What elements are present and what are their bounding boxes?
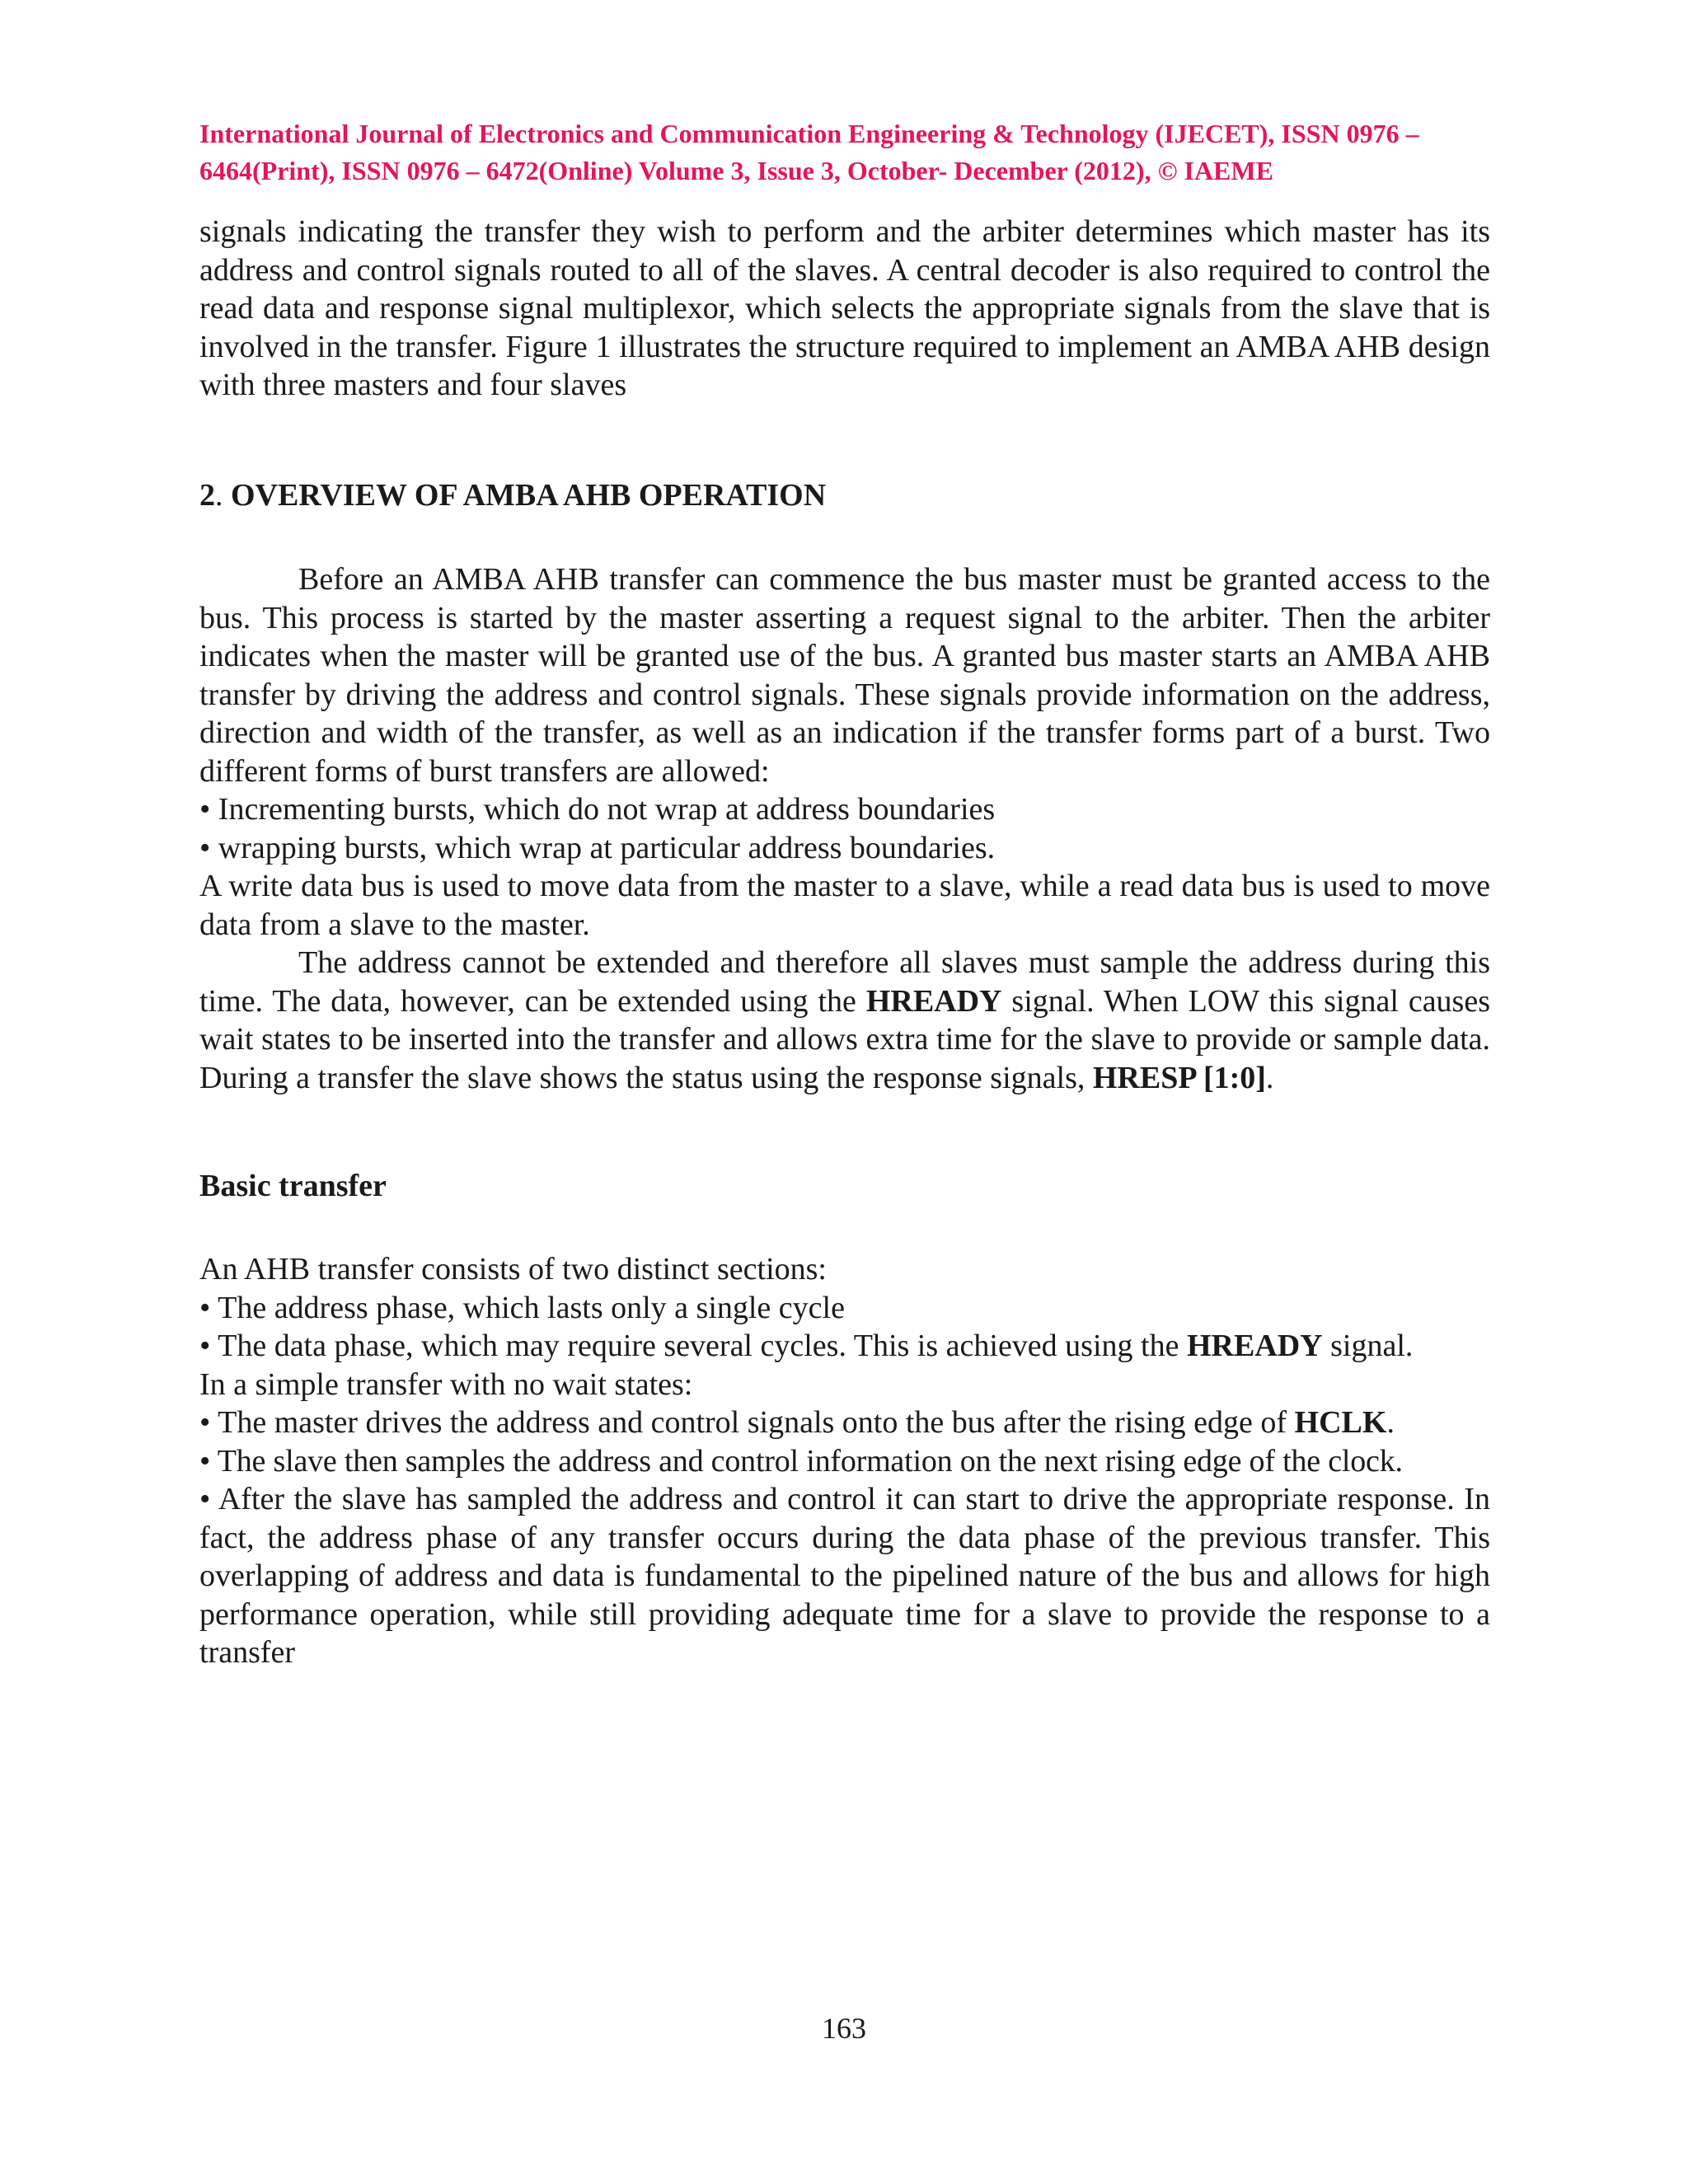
data-phase-bullet <box>199 1327 1490 1366</box>
section-2-paragraph-3 <box>199 944 1490 1097</box>
data-phase-end: signal. <box>1322 1329 1414 1363</box>
section-2-paragraph-2: A write data bus is used to move data from the master to a slave, while a read data bus is used to move data from a slave to the master. <box>199 869 1490 942</box>
section-2-title: OVERVIEW OF AMBA AHB OPERATION <box>231 478 827 513</box>
journal-header <box>199 115 1493 190</box>
page-number: 163 <box>822 2012 866 2045</box>
slave-response-bullet: • After the slave has sampled the address and control it can start to drive the appropriate response. In fact, the address phase of any transfer occurs during the data phase of the previous transfer. This overlapping of address and data is fundamental to the pipelined nature of the bus and allows for high performance operation, while still providing adequate time for a slave to provide the response to a transfer <box>199 1482 1490 1670</box>
para-3-end: . <box>1265 1060 1274 1095</box>
burst-bullet-wrapping: • wrapping bursts, which wrap at particular address boundaries. <box>199 830 996 865</box>
hready-signal-name: HREADY <box>1186 1329 1323 1363</box>
basic-transfer-body <box>199 1250 1490 1672</box>
hready-signal-name: HREADY <box>865 983 1002 1019</box>
section-2-body <box>199 560 1490 1097</box>
slave-samples-bullet: • The slave then samples the address and control information on the next rising edge of the clock. <box>199 1443 1403 1479</box>
para-3-text-a: The address cannot be extended and therefore all slaves must sample the address during this time. The data, however, can be extended using the <box>199 945 1490 1019</box>
intro-paragraph: signals indicating the transfer they wish to perform and the arbiter determines which master has its address and control signals routed to all of the slaves. A central decoder is also required to control the read data and response signal multiplexor, which selects the appropriate signals from the slave that is involved in the transfer. Figure 1 illustrates the structure required to implement an AMBA AHB design with three masters and four slaves <box>199 214 1490 402</box>
basic-transfer-intro: An AHB transfer consists of two distinct sections: <box>199 1252 827 1286</box>
para-3-text-b: signal. When LOW this signal causes wait states to be inserted into the transfer and allows extra time for the slave to provide or sample data. During a transfer the slave shows the status using the response signals, <box>199 983 1490 1095</box>
hclk-signal-name: HCLK <box>1294 1405 1387 1440</box>
basic-transfer-heading: Basic transfer <box>199 1169 387 1203</box>
burst-bullet-incrementing: • Incrementing bursts, which do not wrap at address boundaries <box>199 792 996 827</box>
section-2-heading <box>199 476 826 514</box>
journal-header-line-2: 6464(Print), ISSN 0976 – 6472(Online) Volume 3, Issue 3, October- December (2012), © IAEME <box>199 156 1273 185</box>
intro-paragraph-block <box>199 213 1490 405</box>
master-drives-bullet <box>199 1404 1490 1442</box>
simple-transfer-intro: In a simple transfer with no wait states: <box>199 1366 693 1402</box>
hresp-signal-name: HRESP [1:0] <box>1092 1060 1266 1095</box>
master-drives-end: . <box>1386 1405 1395 1440</box>
section-2-number: 2 <box>199 478 215 513</box>
master-drives-text: • The master drives the address and control signals onto the bus after the rising edge of <box>199 1405 1295 1440</box>
section-2-separator: . <box>215 478 231 513</box>
journal-header-line-1: International Journal of Electronics and Communication Engineering & Technology (IJECET), ISSN 0976 – <box>199 119 1419 148</box>
section-2-paragraph-1: Before an AMBA AHB transfer can commence the bus master must be granted access to the bus. This process is started by the master asserting a request signal to the arbiter. Then the arbiter indicates when the master will be granted use of the bus. A granted bus master starts an AMBA AHB transfer by driving the address and control signals. These signals provide information on the address, direction and width of the transfer, as well as an indication if the transfer forms part of a burst. Two different forms of burst transfers are allowed: <box>199 562 1490 789</box>
address-phase-bullet: • The address phase, which lasts only a single cycle <box>199 1290 845 1325</box>
data-phase-text: • The data phase, which may require several cycles. This is achieved using the <box>199 1329 1187 1363</box>
